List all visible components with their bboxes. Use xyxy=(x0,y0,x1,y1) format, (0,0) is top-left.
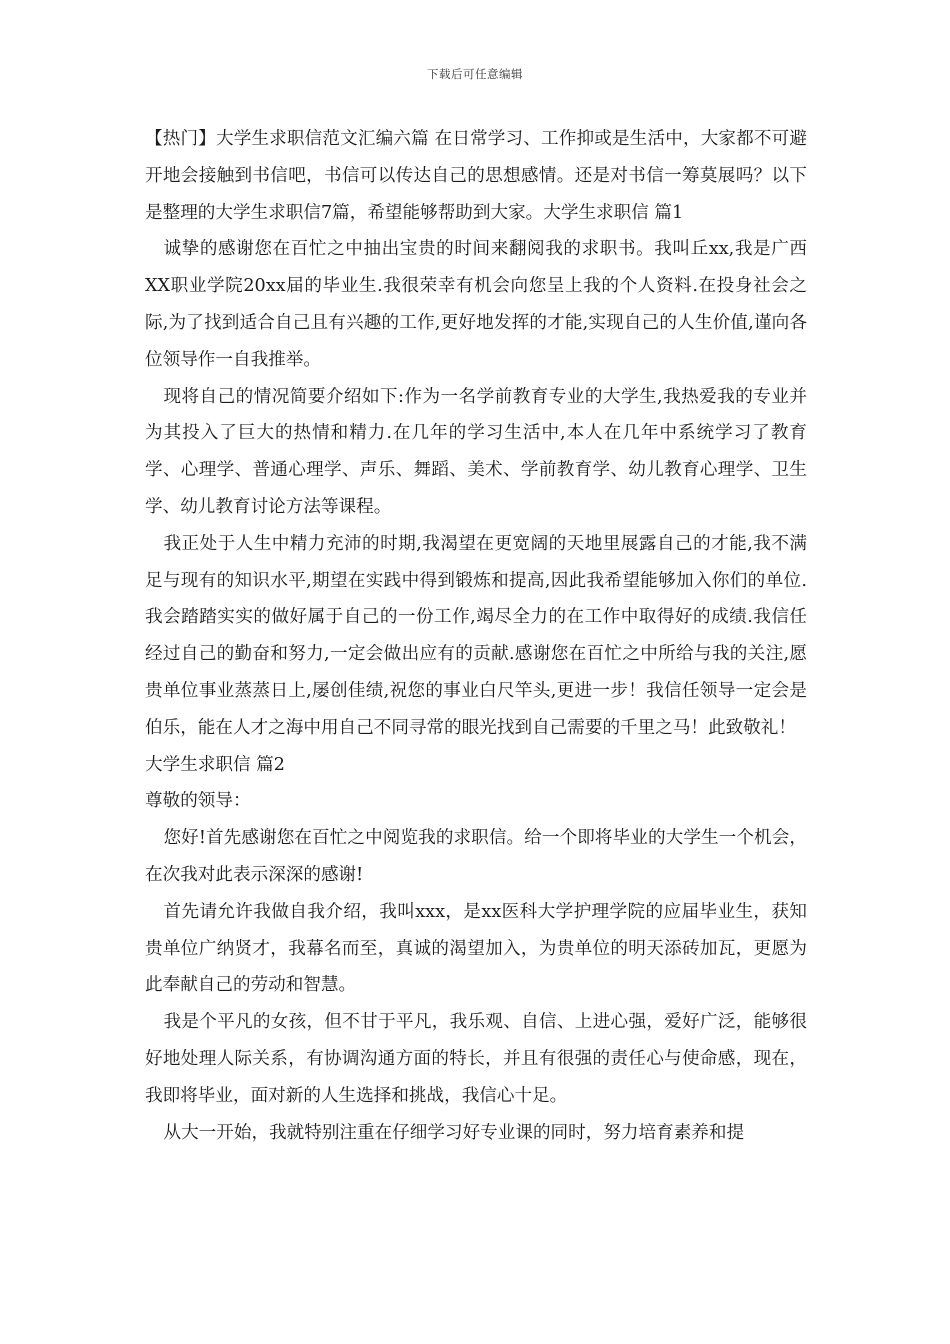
letter2-paragraph-1: 您好!首先感谢您在百忙之中阅览我的求职信。给一个即将毕业的大学生一个机会，在次我对此表示深深的感谢! xyxy=(145,828,807,885)
intro-paragraph: 【热门】大学生求职信范文汇编六篇 在日常学习、工作抑或是生活中，大家都不可避开地会接触到书信吧，书信可以传达自己的思想感情。还是对书信一筹莫展吗？以下是整理的大学生求职信7篇，希望能够帮助到大家。大学生求职信 篇1 xyxy=(145,129,807,223)
letter2-salutation: 尊敬的领导： xyxy=(145,791,251,812)
letter1-paragraph-1: 诚挚的感谢您在百忙之中抽出宝贵的时间来翻阅我的求职书。我叫丘xx,我是广西XX职业学院20xx届的毕业生.我很荣幸有机会向您呈上我的个人资料.在投身社会之际,为了找到适合自己且有兴趣的工作,更好地发挥的才能,实现自己的人生价值,谨向各位领导作一自我推举。 xyxy=(145,239,807,370)
letter2-paragraph-3: 我是个平凡的女孩，但不甘于平凡，我乐观、自信、上进心强，爱好广泛，能够很好地处理人际关系，有协调沟通方面的特长，并且有很强的责任心与使命感，现在，我即将毕业，面对新的人生选择和挑战，我信心十足。 xyxy=(145,1012,807,1106)
letter2-paragraph-2: 首先请允许我做自我介绍，我叫xxx，是xx医科大学护理学院的应届毕业生，获知贵单位广纳贤才，我幕名而至，真诚的渴望加入，为贵单位的明天添砖加瓦，更愿为此奉献自己的劳动和智慧。 xyxy=(145,901,807,996)
letter2-title: 大学生求职信 篇2 xyxy=(145,754,285,775)
letter1-paragraph-2: 现将自己的情况简要介绍如下:作为一名学前教育专业的大学生,我热爱我的专业并为其投入了巨大的热情和精力.在几年的学习生活中,本人在几年中系统学习了教育学、心理学、普通心理学、声乐、舞蹈、美术、学前教育学、幼儿教育心理学、卫生学、幼儿教育讨论方法等课程。 xyxy=(145,386,807,517)
document-body xyxy=(145,121,807,1151)
letter1-paragraph-3: 我正处于人生中精力充沛的时期,我渴望在更宽阔的天地里展露自己的才能,我不满足与现有的知识水平,期望在实践中得到锻炼和提高,因此我希望能够加入你们的单位.我会踏踏实实的做好属于自己的一份工作,竭尽全力的在工作中取得好的成绩.我信任经过自己的勤奋和努力,一定会做出应有的贡献.感谢您在百忙之中所给与我的关注,愿贵单位事业蒸蒸日上,屡创佳绩,祝您的事业白尺竿头,更进一步！我信任领导一定会是伯乐，能在人才之海中用自己不同寻常的眼光找到自己需要的千里之马！此致敬礼！ xyxy=(145,533,807,738)
page-header-note: 下载后可任意编辑 xyxy=(427,67,523,81)
letter2-paragraph-4: 从大一开始，我就特别注重在仔细学习好专业课的同时，努力培育素养和提 xyxy=(163,1122,745,1143)
